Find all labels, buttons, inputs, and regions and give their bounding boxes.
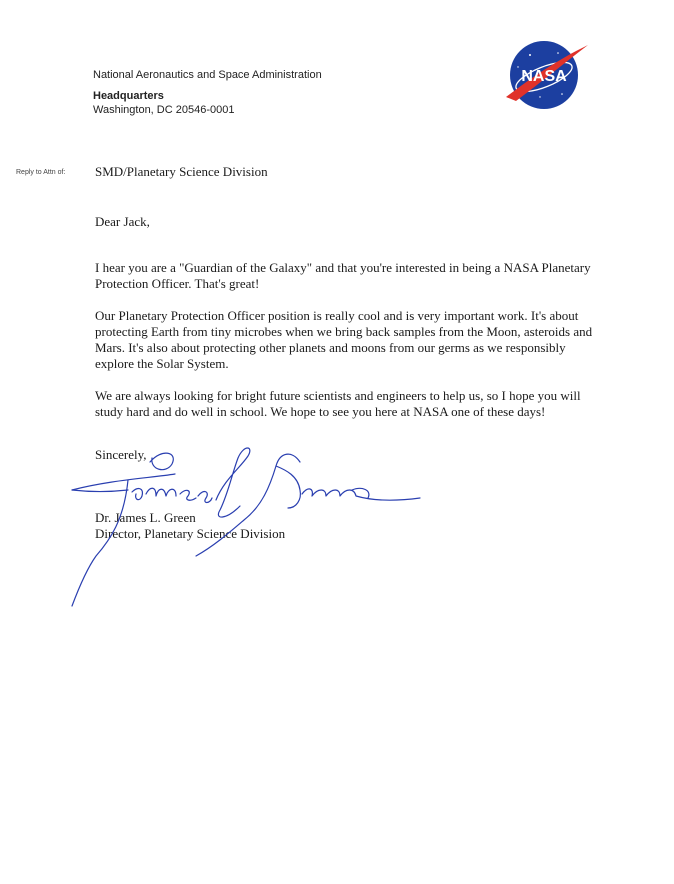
logo-text: NASA [521, 68, 567, 85]
reply-to-label: Reply to Attn of: [16, 169, 66, 176]
closing: Sincerely, [95, 447, 147, 462]
agency-name: National Aeronautics and Space Administration [93, 69, 322, 81]
signer-name: Dr. James L. Green [95, 510, 196, 525]
letter-body [95, 214, 595, 436]
paragraph-3: We are always looking for bright future scientists and engineers to help us, so I hope you will study hard and do well in school. We hope to see you here at NASA one of these days! [95, 388, 581, 419]
letterhead [93, 68, 322, 117]
salutation: Dear Jack, [95, 214, 150, 229]
paragraph-1: I hear you are a "Guardian of the Galaxy" and that you're interested in being a NASA Planetary Protection Officer. That's great! [95, 260, 591, 291]
office-name: Headquarters [93, 90, 164, 102]
signer-title: Director, Planetary Science Division [95, 526, 286, 541]
paragraph-2: Our Planetary Protection Officer position is really cool and is very important work. It's about protecting Earth from tiny microbes when we bring back samples from the Moon, asteroids and Mars. It's also about protecting other planets and moons from our germs as we responsibly explore the Solar System. [95, 308, 593, 371]
nasa-logo-icon [500, 39, 590, 111]
reply-to-value: SMD/Planetary Science Division [95, 164, 268, 179]
office-address: Washington, DC 20546-0001 [93, 104, 235, 116]
